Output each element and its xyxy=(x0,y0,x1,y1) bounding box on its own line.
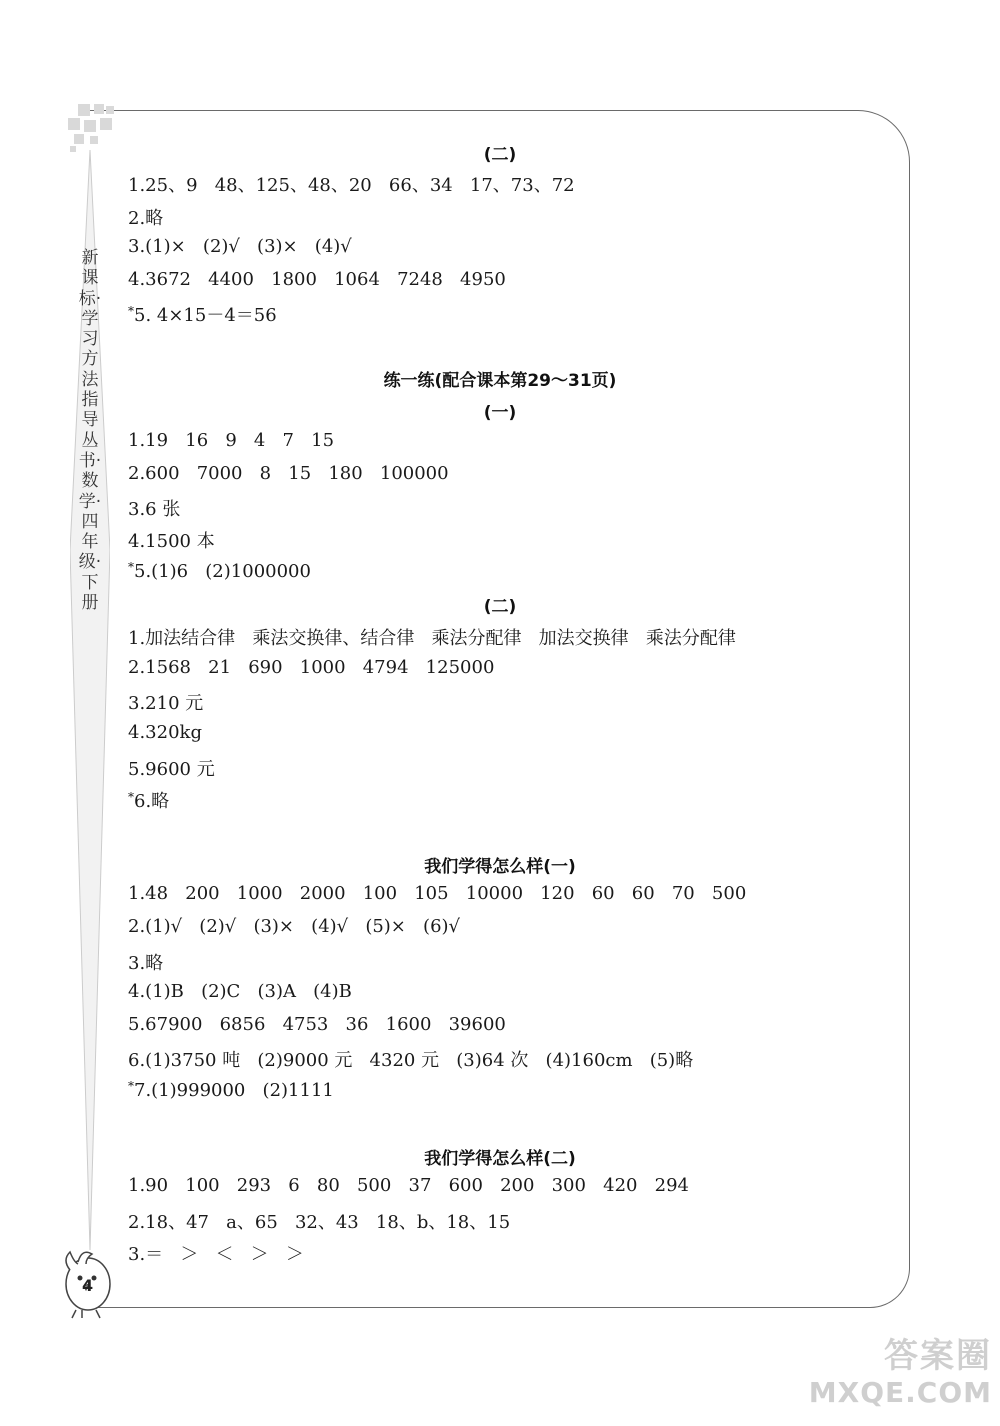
answer-text: 6.略 xyxy=(134,791,170,812)
answer-text: 5.(1)6 (2)1000000 xyxy=(134,561,311,582)
answer-line xyxy=(128,657,494,678)
answer-text: 5. 4×15－4＝56 xyxy=(134,305,277,326)
answer-text: 3.略 xyxy=(128,953,164,974)
answer-line xyxy=(128,430,334,451)
optional-mark: * xyxy=(128,1079,134,1093)
answer-text: 3.210 元 xyxy=(128,693,204,714)
answer-line xyxy=(128,560,311,582)
answer-text: 3.＝ ＞ ＜ ＞ ＞ xyxy=(128,1244,304,1265)
answer-text: 6.(1)3750 吨 (2)9000 元 4320 元 (3)64 次 (4)160cm (5)略 xyxy=(128,1050,694,1071)
answer-line xyxy=(128,236,352,257)
optional-mark: * xyxy=(128,304,134,318)
answer-line xyxy=(128,916,460,937)
answer-text: 1.48 200 1000 2000 100 105 10000 120 60 60 70 500 xyxy=(128,883,747,904)
section-heading: (二) xyxy=(483,597,517,617)
answer-line xyxy=(128,204,163,230)
section-heading: (一) xyxy=(483,403,517,423)
answer-line xyxy=(128,495,180,521)
answer-line xyxy=(128,787,169,813)
answer-line xyxy=(128,1046,693,1072)
section-heading: 练一练(配合课本第29～31页) xyxy=(383,371,617,391)
answer-text: 2.(1)√ (2)√ (3)× (4)√ (5)× (6)√ xyxy=(128,916,461,937)
section-heading: (二) xyxy=(483,145,517,165)
answer-line xyxy=(128,1175,689,1196)
answer-line xyxy=(128,624,736,650)
section-heading: 我们学得怎么样(一) xyxy=(424,857,576,877)
watermark-url: MXQE.COM xyxy=(808,1376,992,1409)
answer-text: 2.18、47 a、65 32、43 18、b、18、15 xyxy=(128,1212,511,1233)
answer-line xyxy=(128,981,352,1002)
answer-line xyxy=(128,1208,510,1234)
answer-text: 2.1568 21 690 1000 4794 125000 xyxy=(128,657,495,678)
optional-mark: * xyxy=(128,560,134,574)
answer-line xyxy=(128,1014,506,1035)
answer-line xyxy=(128,755,215,781)
sidebar-series-title: 新课标·学习方法指导丛书·数学·四年级·下册 xyxy=(78,248,102,614)
answer-text: 3.6 张 xyxy=(128,499,181,520)
answer-line xyxy=(128,1079,334,1101)
answer-line xyxy=(128,1240,304,1266)
answer-line xyxy=(128,722,202,743)
answer-line xyxy=(128,301,277,327)
answer-text: 1.90 100 293 6 80 500 37 600 200 300 420 294 xyxy=(128,1175,690,1196)
answer-text: 4.(1)B (2)C (3)A (4)B xyxy=(128,981,352,1002)
answer-text: 1.19 16 9 4 7 15 xyxy=(128,430,335,451)
answer-text: 4.320kg xyxy=(128,722,202,743)
answer-text: 7.(1)999000 (2)1111 xyxy=(134,1080,334,1101)
page-number: 4 xyxy=(82,1276,94,1295)
answer-text: 4.1500 本 xyxy=(128,531,215,552)
answer-line xyxy=(128,171,575,197)
answer-text: 4.3672 4400 1800 1064 7248 4950 xyxy=(128,269,506,290)
watermark-brand: 答案圈 xyxy=(884,1336,992,1376)
section-heading: 我们学得怎么样(二) xyxy=(424,1149,576,1169)
optional-mark: * xyxy=(128,790,134,804)
answer-line xyxy=(128,689,203,715)
answer-line xyxy=(128,949,163,975)
answer-text: 3.(1)× (2)√ (3)× (4)√ xyxy=(128,236,352,257)
answer-text: 1.25、9 48、125、48、20 66、34 17、73、72 xyxy=(128,175,575,196)
answer-text: 5.67900 6856 4753 36 1600 39600 xyxy=(128,1014,506,1035)
answer-line xyxy=(128,269,506,290)
answer-line xyxy=(128,463,449,484)
decorative-squares xyxy=(64,100,124,156)
answer-text: 1.加法结合律 乘法交换律、结合律 乘法分配律 加法交换律 乘法分配律 xyxy=(128,628,736,649)
answer-text: 2.略 xyxy=(128,208,164,229)
watermark xyxy=(762,1336,992,1416)
answer-line xyxy=(128,527,215,553)
answer-text: 2.600 7000 8 15 180 100000 xyxy=(128,463,449,484)
answer-line xyxy=(128,883,746,904)
answer-text: 5.9600 元 xyxy=(128,759,215,780)
